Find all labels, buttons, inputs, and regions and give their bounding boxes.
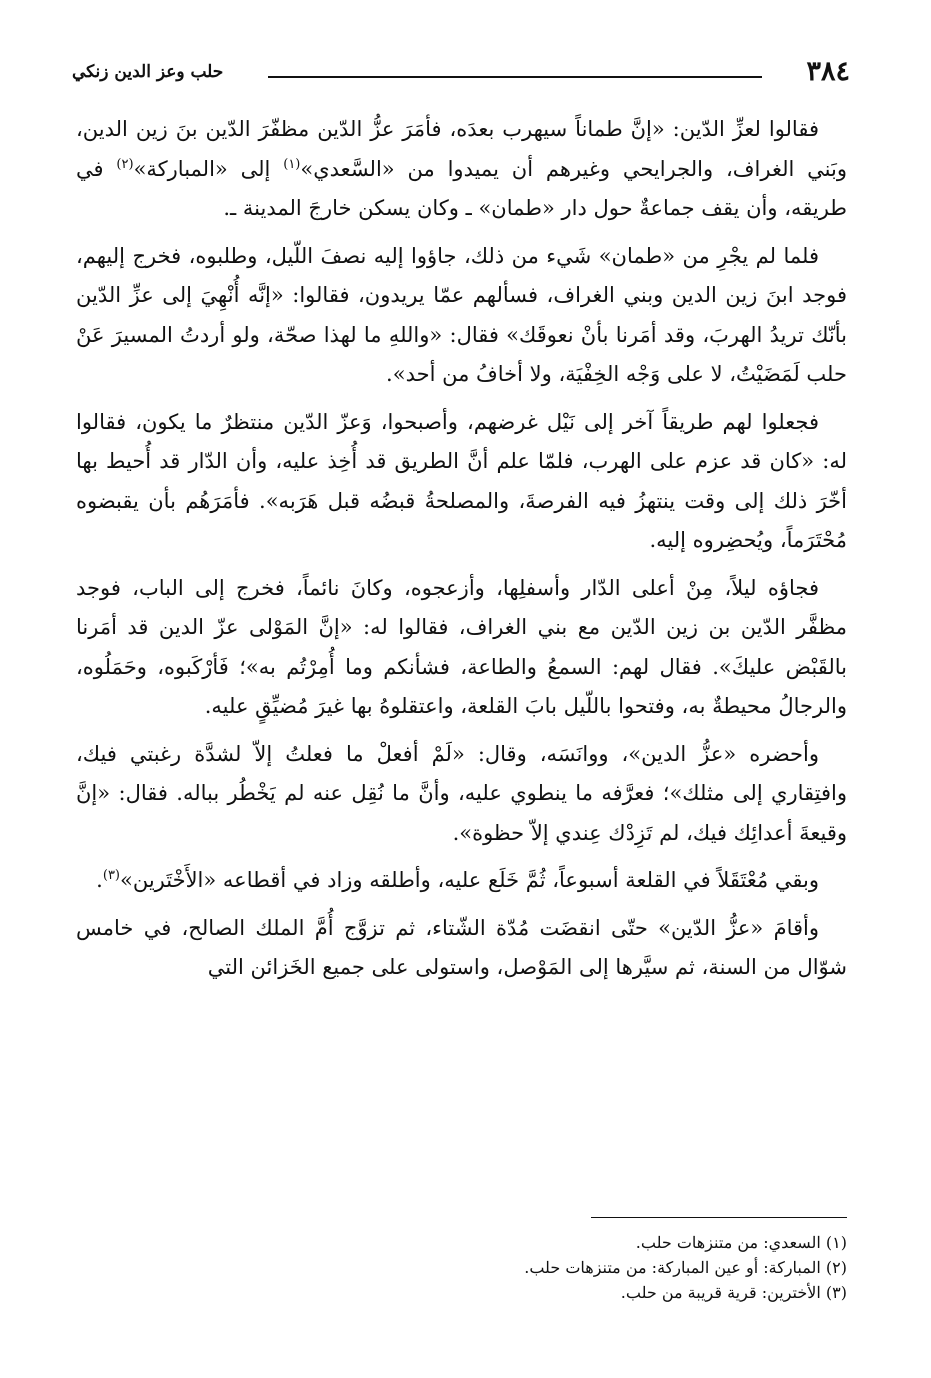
paragraph-text: فجاؤه ليلاً، مِنْ أعلى الدّار وأسفلِها، وأزعجوه، وكانَ نائماً، فخرج إلى الباب، فوجد مظفَّر الدّين بن زين الدّين مع بني الغراف، فقالوا له: «إنَّ المَوْلى عزّ الدين قد أمَرنا بالقَبْض عليكَ». فقال لهم: السمعُ والطاعة، فشأنكم وما أُمِرْتُم به»؛ فَأرْكَبوه، وحَمَلُوه، والرجالُ محيطةٌ به، وفتحوا باللّيل بابَ القلعة، واعتقلوهُ بها غيرَ مُضيِّقٍ عليه. <box>76 575 847 718</box>
page-number: ٣٨٤ <box>806 56 850 87</box>
paragraph-text: وأقامَ «عزُّ الدّين» حتّى انقضَت مُدّة الشّتاء، ثم تزوَّج أُمَّ الملك الصالح، في خامس شوّال من السنة، ثم سيَّرها إلى المَوْصل، واستولى على جميع الخَزائن التي <box>76 915 847 979</box>
paragraph-text: فلما لم يجْرِ من «طمان» شَيء من ذلك، جاؤوا إليه نصفَ اللّيل، وطلبوه، فخرج إليهم، فوجد ابنَ زين الدين وبني الغراف، فسألهم عمّا يريدون، فقالوا: «إنَّه أُنْهِيَ إلى عزِّ الدّين بأنّك تريدُ الهربَ، وقد أمَرنا بأنْ نعوقَك» فقال: «واللهِ ما لهذا صحّة، ولو أردتُ المسيرَ عَنْ حلب لَمَضَيْتُ، لا على وَجْه الخِفْيَة، ولا أخافُ من أحد». <box>76 243 847 386</box>
body-text <box>76 110 847 996</box>
paragraph <box>76 861 847 901</box>
footnote-ref: (٢) <box>116 156 134 172</box>
paragraph-text: إلى «المباركة» <box>133 156 284 181</box>
footnote-ref: (١) <box>283 156 301 172</box>
running-title: حلب وعز الدين زنكي <box>72 62 224 82</box>
footnote-separator <box>591 1217 847 1218</box>
paragraph-text: وبقي مُعْتَقَلاً في القلعة أسبوعاً، ثُمَّ خَلَع عليه، وأطلقه وزاد في أقطاعه «الأَخْتَرين» <box>120 868 819 892</box>
paragraph <box>76 735 847 854</box>
paragraph <box>76 909 847 988</box>
paragraph <box>76 403 847 561</box>
footnote: (٢) المباركة: أو عين المباركة: من متنزهات حلب. <box>524 1258 847 1277</box>
footnote-ref: (٣) <box>102 868 120 883</box>
paragraph <box>76 569 847 727</box>
paragraph-text: وأحضره «عزُّ الدين»، ووانَسَه، وقال: «لَمْ أفعلْ ما فعلتُ إلاّ لشدَّة رغبتي فيك، وافتِقاري إلى مثلك»؛ فعرَّفه ما ينطوي عليه، وأنَّ ما نُقِل عنه لم يَخْطُر بباله. فقال: «إنَّ وقيعةَ أعدائِك فيك، لم تَزِدْك عِندي إلاّ حظوة». <box>76 741 847 845</box>
footnote: (٣) الأخترين: قرية قريبة من حلب. <box>620 1283 847 1302</box>
paragraph-text: . <box>96 868 103 892</box>
footnote: (١) السعدي: من متنزهات حلب. <box>635 1233 847 1252</box>
paragraph-text: فقالوا لعزِّ الدّين: «إنَّ طماناً سيهرب بعدَه، فأمَرَ عزُّ الدّين مظفّرَ الدّين بنَ زين الدين، وبَني الغراف، والجرايحي وغيرهم أن يميدوا من «السَّعدي» <box>76 117 848 181</box>
paragraph-text: فجعلوا لهم طريقاً آخر إلى نَيْل غرضهم، وأصبحوا، وَعزّ الدّين منتظرٌ ما يكون، فقالوا له: «كان قد عزم على الهرب، فلمّا علم أنَّ الطريق قد أُخِذ عليه، وأن الدّار قد أُحيط بها أخّرَ ذلك إلى وقت ينتهزُ فيه الفرصةَ، والمصلحةُ قبضُه قبل هَرَبه». فأمَرَهُم بأن يقبضوه مُحْتَرَماً، ويُحضِروه إليه. <box>76 409 847 552</box>
paragraph <box>76 237 847 395</box>
page-header <box>72 52 850 92</box>
header-rule <box>268 76 762 78</box>
footnotes <box>247 1230 847 1305</box>
paragraph-text: في طريقه، وأن يقف جماعةٌ حول دار «طمان» ـ وكان يسكن خارجَ المدينة ـ. <box>76 156 847 220</box>
paragraph <box>76 110 847 229</box>
